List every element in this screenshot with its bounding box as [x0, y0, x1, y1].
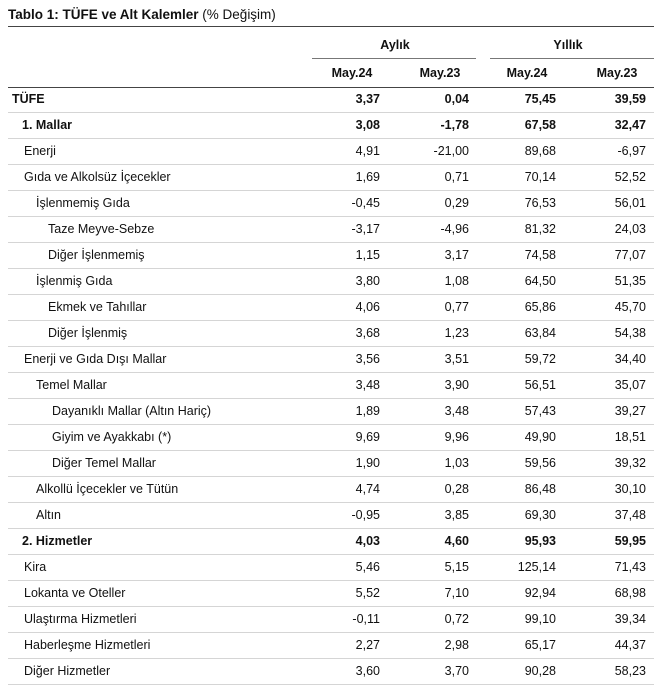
row-label: Giyim ve Ayakkabı (*)	[52, 430, 172, 444]
row-value: 125,14	[517, 560, 556, 574]
row-value: 44,37	[614, 638, 646, 652]
group-rule-yearly	[490, 58, 654, 59]
row-value: 0,29	[444, 196, 469, 210]
row-value: 2,27	[355, 638, 380, 652]
row-value: 0,04	[444, 92, 469, 106]
table-row	[8, 347, 654, 373]
row-label: Altın	[36, 508, 62, 522]
row-value: 1,08	[444, 274, 469, 288]
table-row	[8, 139, 654, 165]
row-label: İşlenmemiş Gıda	[36, 196, 130, 210]
table-row	[8, 477, 654, 503]
row-value: 57,43	[524, 404, 556, 418]
cpi-table	[8, 87, 654, 685]
row-value: 67,58	[524, 118, 556, 132]
row-label: Enerji	[24, 144, 56, 158]
table-row	[8, 529, 654, 555]
table-title	[8, 6, 276, 24]
row-label: Diğer İşlenmemiş	[48, 248, 145, 262]
table-row	[8, 607, 654, 633]
row-value: 89,68	[524, 144, 556, 158]
table-row	[8, 451, 654, 477]
row-value: 65,86	[524, 300, 556, 314]
row-value: 86,48	[524, 482, 556, 496]
row-value: 2,98	[444, 638, 469, 652]
table-row	[8, 165, 654, 191]
table-row	[8, 269, 654, 295]
row-value: 99,10	[524, 612, 556, 626]
row-value: 4,60	[444, 534, 469, 548]
row-value: 56,01	[614, 196, 646, 210]
table-title-unit: (% Değişim)	[198, 7, 276, 22]
row-value: 3,68	[355, 326, 380, 340]
row-value: 76,53	[524, 196, 556, 210]
row-value: 0,28	[444, 482, 469, 496]
row-value: 1,89	[355, 404, 380, 418]
row-value: -0,11	[352, 612, 380, 626]
row-value: 59,95	[614, 534, 646, 548]
row-value: 3,70	[444, 664, 469, 678]
row-value: 74,58	[524, 248, 556, 262]
column-header: May.23	[419, 66, 461, 80]
row-value: 92,94	[524, 586, 556, 600]
table-row	[8, 217, 654, 243]
row-value: 1,90	[355, 456, 380, 470]
row-value: 35,07	[614, 378, 646, 392]
row-value: 3,08	[355, 118, 380, 132]
row-value: 5,46	[355, 560, 380, 574]
table-row	[8, 399, 654, 425]
row-value: 69,30	[524, 508, 556, 522]
row-label: TÜFE	[12, 92, 45, 106]
row-value: 68,98	[614, 586, 646, 600]
column-header: May.23	[596, 66, 638, 80]
row-value: 45,70	[614, 300, 646, 314]
table-row	[8, 581, 654, 607]
row-value: 4,06	[355, 300, 380, 314]
row-label: Temel Mallar	[36, 378, 107, 392]
row-value: 3,48	[444, 404, 469, 418]
row-value: 1,69	[355, 170, 380, 184]
row-label: 1. Mallar	[22, 118, 73, 132]
row-value: 56,51	[524, 378, 556, 392]
row-value: 39,27	[614, 404, 646, 418]
row-value: 3,37	[355, 92, 380, 106]
row-value: 71,43	[614, 560, 646, 574]
row-value: 3,60	[355, 664, 380, 678]
row-label: Haberleşme Hizmetleri	[24, 638, 151, 652]
table-row	[8, 425, 654, 451]
row-value: 39,34	[614, 612, 646, 626]
row-value: 75,45	[524, 92, 556, 106]
row-value: 3,85	[444, 508, 469, 522]
table-row	[8, 243, 654, 269]
row-value: 5,52	[355, 586, 380, 600]
row-value: 3,51	[444, 352, 469, 366]
row-value: 30,10	[614, 482, 646, 496]
row-value: 58,23	[614, 664, 646, 678]
row-value: 3,80	[355, 274, 380, 288]
row-value: 49,90	[524, 430, 556, 444]
row-value: 0,72	[444, 612, 469, 626]
table-row	[8, 633, 654, 659]
group-rule-monthly	[312, 58, 476, 59]
row-value: 9,69	[355, 430, 380, 444]
row-value: 59,56	[524, 456, 556, 470]
row-value: 39,32	[614, 456, 646, 470]
row-value: -0,45	[351, 196, 380, 210]
row-value: 1,03	[444, 456, 469, 470]
row-label: 2. Hizmetler	[22, 534, 93, 548]
row-value: 24,03	[614, 222, 646, 236]
table-row	[8, 295, 654, 321]
row-value: 63,84	[524, 326, 556, 340]
row-value: 0,77	[444, 300, 469, 314]
row-value: 3,17	[444, 248, 469, 262]
row-label: Ekmek ve Tahıllar	[48, 300, 147, 314]
row-value: 64,50	[524, 274, 556, 288]
table-title-main: Tablo 1: TÜFE ve Alt Kalemler	[8, 7, 199, 22]
row-value: 5,15	[444, 560, 469, 574]
row-value: 18,51	[614, 430, 646, 444]
row-value: 65,17	[524, 638, 556, 652]
row-value: 81,32	[524, 222, 556, 236]
row-value: 4,03	[355, 534, 380, 548]
row-label: Taze Meyve-Sebze	[48, 222, 155, 236]
row-label: Kira	[24, 560, 47, 574]
row-value: -6,97	[617, 144, 646, 158]
row-value: 52,52	[614, 170, 646, 184]
row-value: -4,96	[440, 222, 469, 236]
row-value: 51,35	[614, 274, 646, 288]
row-value: -21,00	[433, 144, 469, 158]
row-label: Alkollü İçecekler ve Tütün	[36, 482, 179, 496]
row-label: Enerji ve Gıda Dışı Mallar	[24, 352, 167, 366]
row-value: 32,47	[614, 118, 646, 132]
row-value: 1,23	[444, 326, 469, 340]
row-value: 77,07	[614, 248, 646, 262]
row-value: 4,74	[355, 482, 380, 496]
row-value: 7,10	[444, 586, 469, 600]
row-label: Dayanıklı Mallar (Altın Hariç)	[52, 404, 212, 418]
row-value: 9,96	[444, 430, 469, 444]
row-label: Ulaştırma Hizmetleri	[24, 612, 137, 626]
row-value: 54,38	[614, 326, 646, 340]
table-row	[8, 555, 654, 581]
row-value: 95,93	[524, 534, 556, 548]
row-value: 70,14	[524, 170, 556, 184]
row-value: -1,78	[440, 118, 469, 132]
row-value: 4,91	[355, 144, 380, 158]
table-row	[8, 113, 654, 139]
column-header: May.24	[506, 66, 548, 80]
table-row	[8, 321, 654, 347]
row-value: -3,17	[351, 222, 380, 236]
table-row	[8, 87, 654, 113]
table-row	[8, 659, 654, 685]
row-label: Diğer Temel Mallar	[52, 456, 156, 470]
row-value: 0,71	[444, 170, 469, 184]
group-header-monthly: Aylık	[380, 38, 410, 52]
row-label: Diğer Hizmetler	[24, 664, 111, 678]
row-value: 59,72	[524, 352, 556, 366]
table-row	[8, 503, 654, 529]
row-value: -0,95	[351, 508, 380, 522]
title-rule	[8, 26, 654, 27]
table-row	[8, 373, 654, 399]
row-label: Gıda ve Alkolsüz İçecekler	[24, 170, 171, 184]
row-value: 3,90	[444, 378, 469, 392]
row-value: 34,40	[614, 352, 646, 366]
group-header-yearly: Yıllık	[553, 38, 583, 52]
row-value: 37,48	[614, 508, 646, 522]
row-label: İşlenmiş Gıda	[36, 274, 113, 288]
row-value: 3,56	[355, 352, 380, 366]
row-value: 39,59	[614, 92, 646, 106]
row-label: Lokanta ve Oteller	[24, 586, 126, 600]
table-row	[8, 191, 654, 217]
row-value: 1,15	[355, 248, 380, 262]
row-value: 3,48	[355, 378, 380, 392]
row-value: 90,28	[524, 664, 556, 678]
column-header: May.24	[331, 66, 373, 80]
row-label: Diğer İşlenmiş	[48, 326, 128, 340]
